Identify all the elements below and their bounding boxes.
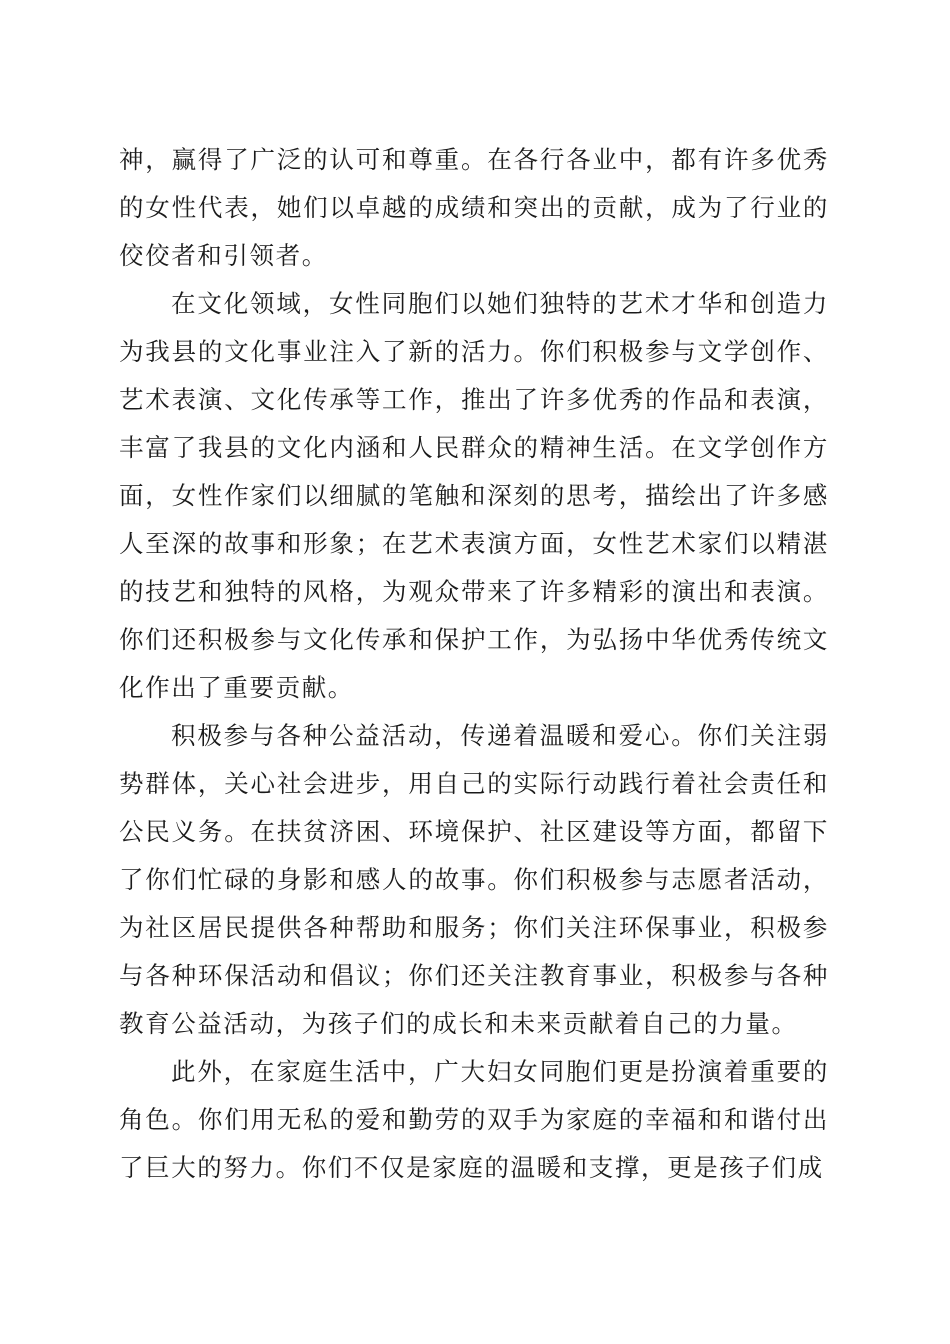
body-text	[119, 136, 829, 1192]
paragraph-2: 在文化领域，女性同胞们以她们独特的艺术才华和创造力为我县的文化事业注入了新的活力。你们积极参与文学创作、艺术表演、文化传承等工作，推出了许多优秀的作品和表演，丰富了我县的文化内涵和人民群众的精神生活。在文学创作方面，女性作家们以细腻的笔触和深刻的思考，描绘出了许多感人至深的故事和形象；在艺术表演方面，女性艺术家们以精湛的技艺和独特的风格，为观众带来了许多精彩的演出和表演。你们还积极参与文化传承和保护工作，为弘扬中华优秀传统文化作出了重要贡献。	[119, 289, 829, 702]
paragraph-4: 此外，在家庭生活中，广大妇女同胞们更是扮演着重要的角色。你们用无私的爱和勤劳的双手为家庭的幸福和和谐付出了巨大的努力。你们不仅是家庭的温暖和支撑，更是孩子们成	[119, 1057, 829, 1182]
paragraph-3: 积极参与各种公益活动，传递着温暖和爱心。你们关注弱势群体，关心社会进步，用自己的实际行动践行着社会责任和公民义务。在扶贫济困、环境保护、社区建设等方面，都留下了你们忙碌的身影和感人的故事。你们积极参与志愿者活动，为社区居民提供各种帮助和服务；你们关注环保事业，积极参与各种环保活动和倡议；你们还关注教育事业，积极参与各种教育公益活动，为孩子们的成长和未来贡献着自己的力量。	[119, 721, 829, 1038]
paragraph-1: 神，赢得了广泛的认可和尊重。在各行各业中，都有许多优秀的女性代表，她们以卓越的成绩和突出的贡献，成为了行业的佼佼者和引领者。	[119, 145, 829, 270]
